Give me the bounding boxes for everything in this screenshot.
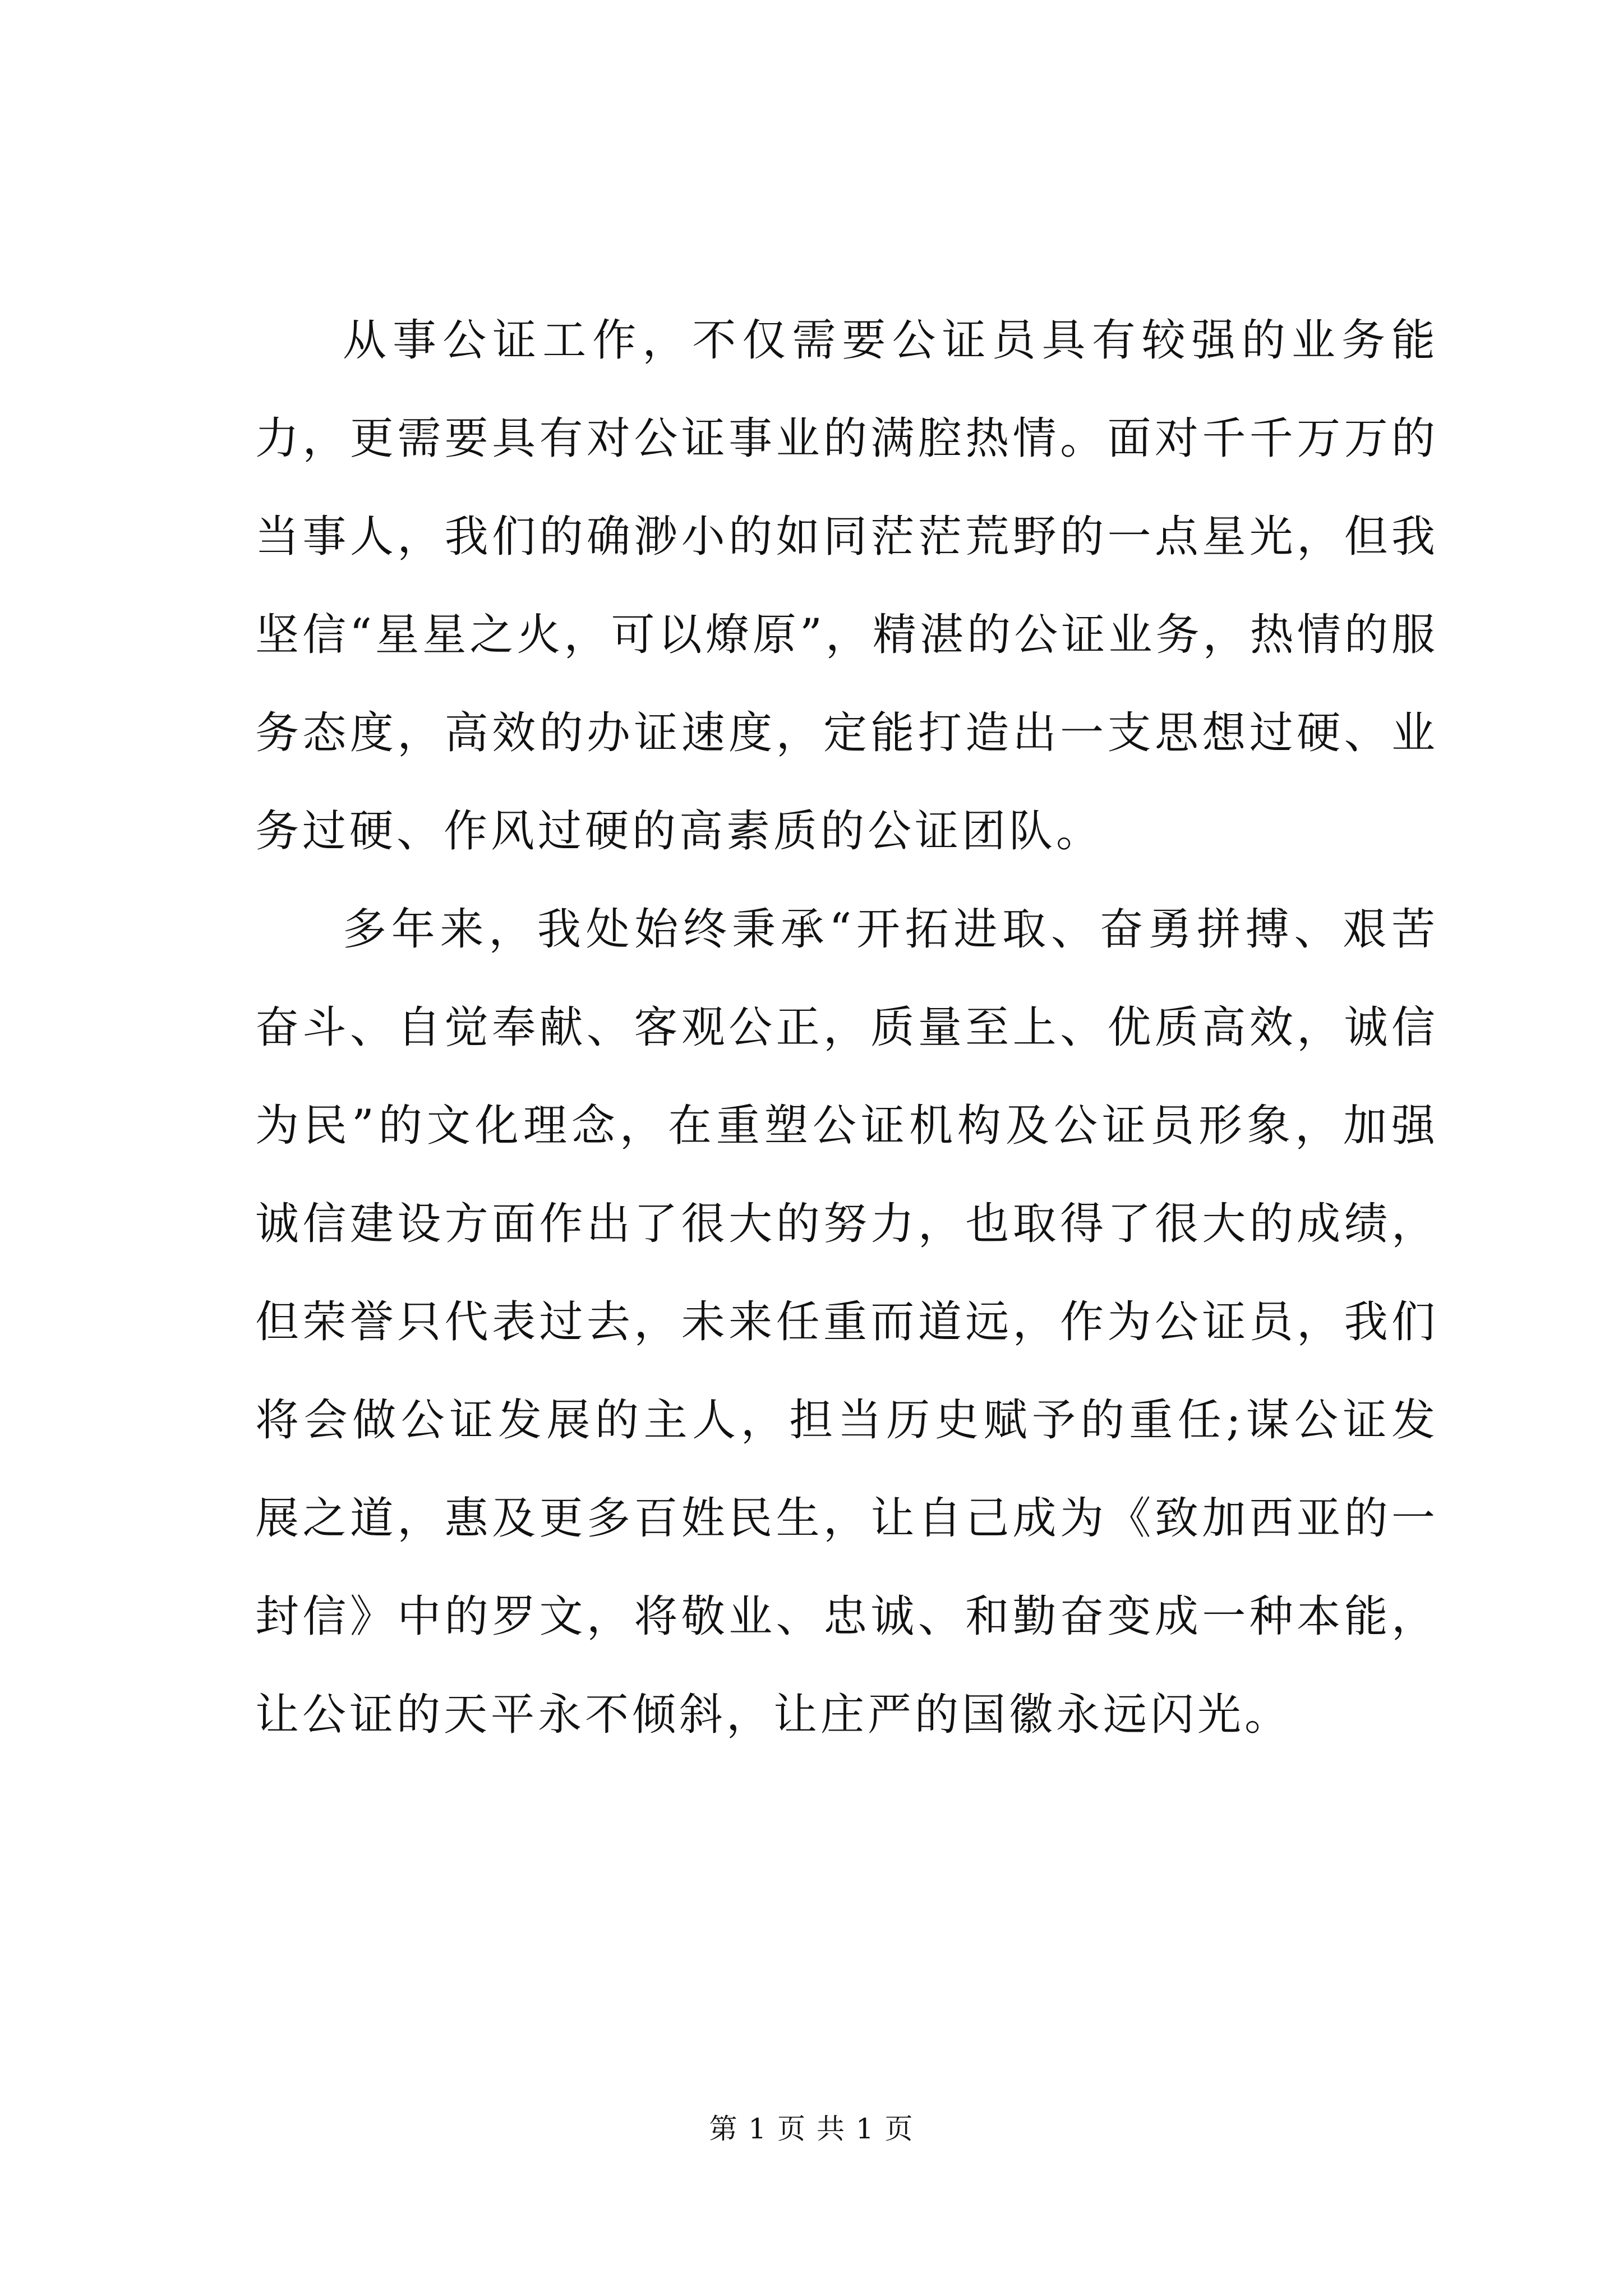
page-number-footer: 第 1 页 共 1 页 (709, 2113, 914, 2145)
document-body (255, 292, 1438, 1764)
paragraph-2: 多年来，我处始终秉承“开拓进取、奋勇拼搏、艰苦奋斗、自觉奉献、客观公正，质量至上、优质高效，诚信为民”的文化理念，在重塑公证机构及公证员形象，加强诚信建设方面作出了很大的努力，也取得了很大的成绩，但荣誉只代表过去，未来任重而道远，作为公证员，我们将会做公证发展的主人，担当历史赋予的重任;谋公证发展之道，惠及更多百姓民生，让自己成为《致加西亚的一封信》中的罗文，将敬业、忠诚、和勤奋变成一种本能，让公证的天平永不倾斜，让庄严的国徽永远闪光。 (255, 904, 1438, 1740)
paragraph-1: 从事公证工作，不仅需要公证员具有较强的业务能力，更需要具有对公证事业的满腔热情。面对千千万万的当事人，我们的确渺小的如同茫茫荒野的一点星光，但我坚信“星星之火，可以燎原”，精湛的公证业务，热情的服务态度，高效的办证速度，定能打造出一支思想过硬、业务过硬、作风过硬的高素质的公证团队。 (255, 315, 1438, 857)
